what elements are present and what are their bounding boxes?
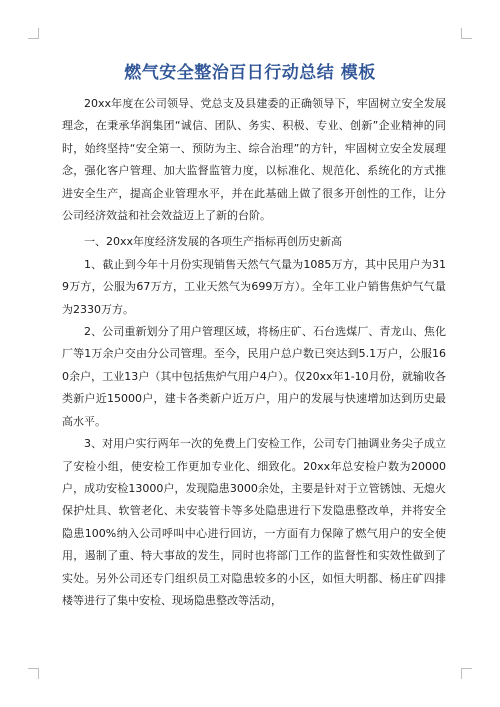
- crop-mark-bottom-left: [28, 668, 39, 679]
- body-paragraph-inspection: 3、对用户实行两年一次的免费上门安检工作，公司专门抽调业务尖子成立了安检小组，使安检工作更加专业化、细致化。20xx年总安检户数为20000户，成功安检13000户，发现隐患3000余处，主要是针对于立管锈蚀、无熄火保护灶具、软管老化、未安装管卡等多处隐患进行下发隐患整改单，并将安全隐患100%纳入公司呼叫中心进行回访，一方面有力保障了燃气用户的安全使用，遏制了重、特大事故的发生，同时也将部门工作的监督性和实效性做到了实处。另外公司还专门组织员工对隐患较多的小区，如恒大明都、杨庄矿四排楼等进行了集中安检、现场隐患整改等活动，: [62, 437, 446, 607]
- document-body: [62, 93, 446, 612]
- document-title: 燃气安全整治百日行动总结 模板: [124, 63, 376, 83]
- intro-paragraph: 20xx年度在公司领导、党总支及县建委的正确领导下，牢固树立安全发展理念，在秉承华润集团“诚信、团队、务实、积极、专业、创新”企业精神的同时，始终坚持“安全第一、预防为主、综合治理”的方针，牢固树立安全发展理念，强化客户管理、加大监督监管力度，以标准化、规范化、系统化的方式推进安全生产，提高企业管理水平，并在此基础上做了很多开创性的工作，让分公司经济效益和社会效益迈上了新的台阶。: [62, 97, 446, 223]
- body-paragraph-users: 2、公司重新划分了用户管理区域，将杨庄矿、石台选煤厂、青龙山、焦化厂等1万余户交由分公司管理。至今，民用户总户数已突达到5.1万户，公服160余户，工业13户（其中包括焦炉气用户4户）。仅20xx年1-10月份，就输收各类新户近15000户，建卡各类新户近万户，用户的发展与快速增加达到历史最高水平。: [62, 325, 446, 428]
- crop-mark-top-right: [461, 28, 472, 39]
- body-paragraph-sales: 1、截止到今年十月份实现销售天然气气量为1085万方，其中民用户为319万方，公服为67万方，工业天然气为699万方）。全年工业户销售焦炉气气量为2330万方。: [62, 257, 446, 316]
- crop-mark-top-left: [28, 28, 39, 39]
- crop-mark-bottom-right: [461, 668, 472, 679]
- section-heading: 一、20xx年度经济发展的各项生产指标再创历史新高: [84, 235, 343, 249]
